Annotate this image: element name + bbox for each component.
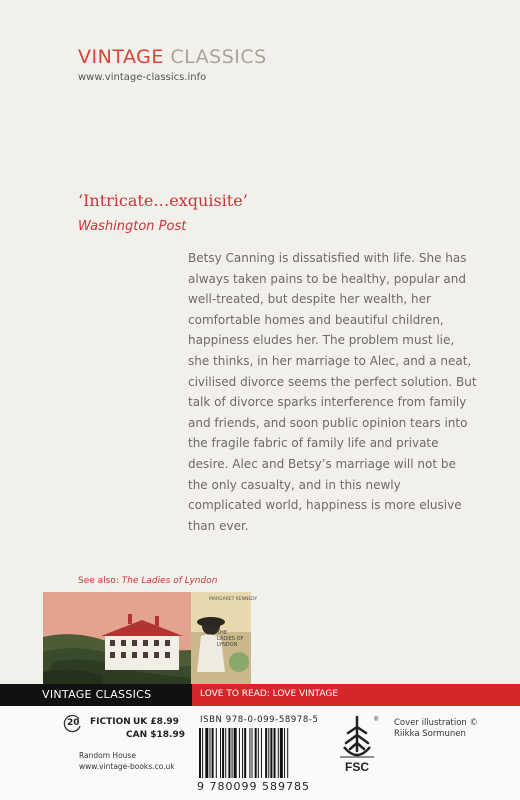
barcode-bar: [252, 728, 253, 778]
barcode-bar: [199, 728, 201, 778]
fsc-label: FSC: [345, 760, 369, 774]
barcode-bar: [284, 728, 285, 778]
barcode-bar: [270, 728, 272, 778]
band-slogan-text: LOVE TO READ: LOVE VINTAGE: [200, 689, 339, 699]
barcode-bar: [258, 728, 259, 778]
barcode-bar: [242, 728, 243, 778]
ladies-cover-title-1: THE: [217, 630, 227, 636]
barcode-bar: [287, 728, 288, 778]
barcode-image: [199, 728, 317, 778]
see-also: [78, 576, 217, 586]
publisher-website[interactable]: www.vintage-books.co.uk: [79, 762, 175, 771]
see-also-title[interactable]: The Ladies of Lyndon: [121, 576, 218, 586]
brand-logo: [78, 46, 267, 68]
brand-main: VINTAGE: [78, 46, 164, 68]
barcode-bar: [232, 728, 233, 778]
barcode-bar: [216, 728, 217, 778]
cover-credit: [394, 718, 478, 740]
barcode-bar: [205, 728, 208, 778]
barcode-bar: [244, 728, 246, 778]
brand-secondary: CLASSICS: [170, 46, 267, 68]
barcode-bar: [202, 728, 203, 778]
cover-thumbnail-ladies-of-lyndon[interactable]: [191, 592, 258, 684]
barcode-number: 9 780099 589785: [197, 780, 310, 793]
barcode-bar: [249, 728, 250, 778]
cover-thumbnail-illustration: [43, 592, 191, 684]
age-rating-label: 20: [67, 718, 80, 728]
price-can: CAN $18.99: [126, 730, 185, 740]
publisher-name: Random House: [79, 751, 136, 760]
fsc-logo: [334, 713, 380, 779]
barcode-bar: [239, 728, 240, 778]
barcode-bar: [234, 728, 237, 778]
barcode-bar: [222, 728, 224, 778]
review-quote: ‘Intricate…exquisite’: [78, 191, 248, 210]
review-source: Washington Post: [78, 219, 187, 234]
barcode-bar: [228, 728, 230, 778]
barcode-bar: [278, 728, 279, 778]
barcode-bar: [261, 728, 262, 778]
see-also-label: See also:: [78, 576, 119, 586]
barcode-bar: [268, 728, 269, 778]
cover-credit-line2: Riikka Sormunen: [394, 729, 466, 739]
category-label: FICTION: [90, 717, 131, 727]
ladies-cover-author: MARGARET KENNEDY: [209, 597, 258, 602]
barcode-bar: [212, 728, 214, 778]
barcode-bar: [255, 728, 257, 778]
price-uk: UK £8.99: [133, 717, 179, 727]
ladies-cover-title-2: LADIES OF: [217, 636, 244, 642]
fsc-registered-mark: ®: [374, 717, 379, 723]
cover-credit-line1: Cover illustration ©: [394, 718, 479, 728]
age-rating-icon: [64, 715, 82, 733]
barcode-bar: [210, 728, 211, 778]
band-brand-text: VINTAGE CLASSICS: [42, 688, 152, 701]
barcode-bar: [280, 728, 283, 778]
barcode-bar: [265, 728, 267, 778]
barcode-bar: [274, 728, 276, 778]
barcode-bar: [225, 728, 226, 778]
barcode-bar: [220, 728, 221, 778]
website-url[interactable]: www.vintage-classics.info: [78, 72, 207, 83]
isbn-label: ISBN 978-0-099-58978-5: [200, 715, 319, 725]
ladies-cover-title-3: LYNDON: [217, 642, 238, 648]
book-blurb: Betsy Canning is dissatisfied with life. She has always taken pains to be healthy, popular and well-treated, but despite her wealth, her comfortable homes and beautiful children, happiness eludes her. The problem must lie, she thinks, in her marriage to Alec, and a neat, civilised divorce seems the perfect solution. But talk of divorce sparks interference from family and friends, and soon public opinion tears into the fragile fabric of family life and private desire. Alec and Betsy’s marriage will not be the only casualty, and in this newly complicated world, happiness is more elusive than ever.: [188, 251, 477, 533]
publisher-info: [79, 750, 175, 772]
